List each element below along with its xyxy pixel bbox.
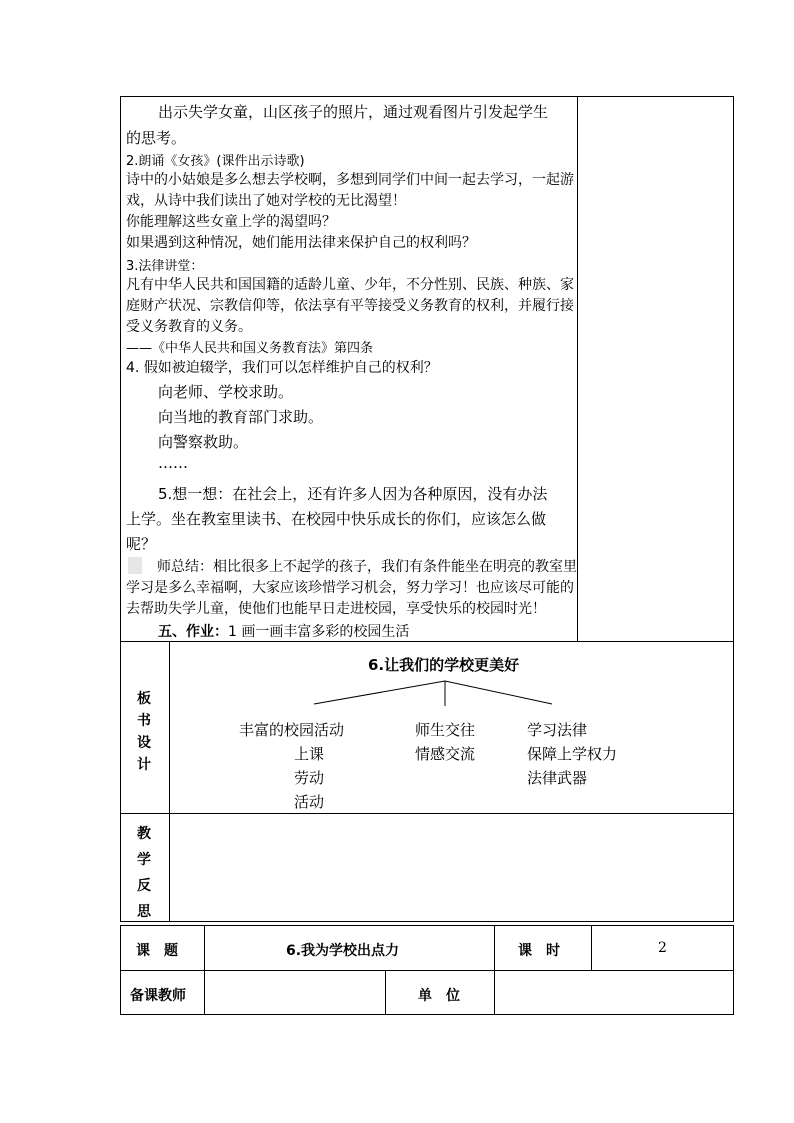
table2-left-border	[120, 925, 121, 1015]
table2-top-border	[120, 925, 734, 926]
reflection-label-char-3: 反	[137, 878, 151, 894]
placeholder-box	[128, 557, 142, 574]
homework-line	[158, 621, 409, 641]
table2-row2-divider-b	[385, 970, 386, 1014]
teacher-label: 备课教师	[130, 988, 186, 1004]
answer-2: 向当地的教育部门求助。	[158, 408, 324, 426]
table1-bottom-border	[120, 921, 734, 922]
unit-value[interactable]	[495, 971, 733, 1014]
board-label-char-4: 计	[137, 757, 151, 773]
branch-right	[445, 681, 552, 704]
board-label-char-3: 设	[137, 735, 151, 751]
board-col2-item-1: 情感交流	[415, 745, 476, 763]
section-5-line-2: 上学。坐在教室里读书、在校园中快乐成长的你们，应该怎么做	[126, 510, 547, 528]
teacher-value[interactable]	[205, 971, 385, 1014]
board-label-char-2: 书	[137, 713, 151, 729]
section-2-line-2: 戏，从诗中我们读出了她对学校的无比渴望！	[126, 193, 406, 209]
board-branch-diagram	[300, 680, 600, 710]
summary-line-1: 师总结：相比很多上不起学的孩子，我们有条件能坐在明亮的教室里	[157, 559, 577, 575]
homework-text: 1 画一画丰富多彩的校园生活	[228, 624, 410, 640]
board-col2-head: 师生交往	[415, 721, 476, 739]
answer-3: 向警察救助。	[158, 433, 249, 451]
table2-row1-divider-b	[494, 925, 495, 970]
table2-bottom-border	[120, 1014, 734, 1015]
board-col1-item-2: 劳动	[294, 769, 325, 787]
section-5-line-3: 呢？	[126, 535, 157, 553]
board-label-char-1: 板	[137, 691, 151, 707]
reflection-label-char-2: 学	[137, 852, 151, 868]
answer-ellipsis: ……	[158, 454, 188, 472]
law-text-line-3: 受义务教育的义务。	[126, 319, 252, 335]
board-title: 6.让我们的学校更美好	[368, 656, 520, 674]
section-5-line-1: 5.想一想：在社会上，还有许多人因为各种原因，没有办法	[158, 485, 548, 503]
branch-left	[314, 681, 445, 704]
question-2: 如果遇到这种情况，她们能用法律来保护自己的权利吗？	[126, 235, 476, 251]
board-col3-item-1: 保障上学权力	[527, 745, 618, 763]
section-2-title: 2.朗诵《女孩》(课件出示诗歌)	[126, 154, 305, 169]
table2-right-border	[733, 925, 734, 1015]
homework-label: 五、作业：	[158, 624, 228, 640]
section-4-title: 4. 假如被迫辍学，我们可以怎样维护自己的权利？	[126, 360, 438, 376]
question-1: 你能理解这些女童上学的渴望吗？	[126, 214, 336, 230]
table1-left-border	[120, 96, 121, 922]
summary-line-3: 去帮助失学儿童，使他们也能早日走进校园，享受快乐的校园时光！	[126, 601, 546, 617]
law-text-line-2: 庭财产状况、宗教信仰等，依法享有平等接受义务教育的权利，并履行接	[126, 298, 574, 314]
reflection-label-char-1: 教	[137, 826, 151, 842]
table1-top-border	[120, 96, 734, 97]
board-col3-head: 学习法律	[527, 721, 588, 739]
topic-value: 6.我为学校出点力	[286, 943, 400, 959]
answer-1: 向老师、学校求助。	[158, 383, 294, 401]
reflection-content[interactable]	[170, 814, 733, 921]
table2-row1-divider-a	[204, 925, 205, 970]
board-col1-head: 丰富的校园活动	[239, 721, 345, 739]
law-text-line-1: 凡有中华人民共和国国籍的适龄儿童、少年，不分性别、民族、种族、家	[126, 277, 574, 293]
unit-label: 单 位	[418, 988, 460, 1004]
section-3-title: 3.法律讲堂：	[126, 259, 204, 274]
lesson-bottom-border	[120, 641, 734, 642]
intro-line-1: 出示失学女童，山区孩子的照片，通过观看图片引发起学生	[158, 103, 549, 121]
lesson-column-divider	[577, 96, 578, 642]
table1-right-border	[733, 96, 734, 922]
table2-row1-divider-c	[591, 925, 592, 970]
period-label: 课 时	[518, 943, 560, 959]
board-col3-item-2: 法律武器	[527, 769, 588, 787]
period-value: 2	[658, 940, 667, 956]
section-2-line-1: 诗中的小姑娘是多么想去学校啊，多想到同学们中间一起去学习，一起游	[126, 172, 574, 188]
law-source: ——《中华人民共和国义务教育法》第四条	[126, 341, 374, 356]
intro-line-2: 的思考。	[126, 129, 187, 147]
board-col1-item-3: 活动	[294, 793, 325, 811]
topic-label: 课 题	[136, 943, 178, 959]
reflection-label-char-4: 思	[137, 904, 151, 920]
summary-line-2: 学习是多么幸福啊，大家应该珍惜学习机会，努力学习！也应该尽可能的	[126, 580, 574, 596]
board-col1-item-1: 上课	[294, 745, 325, 763]
